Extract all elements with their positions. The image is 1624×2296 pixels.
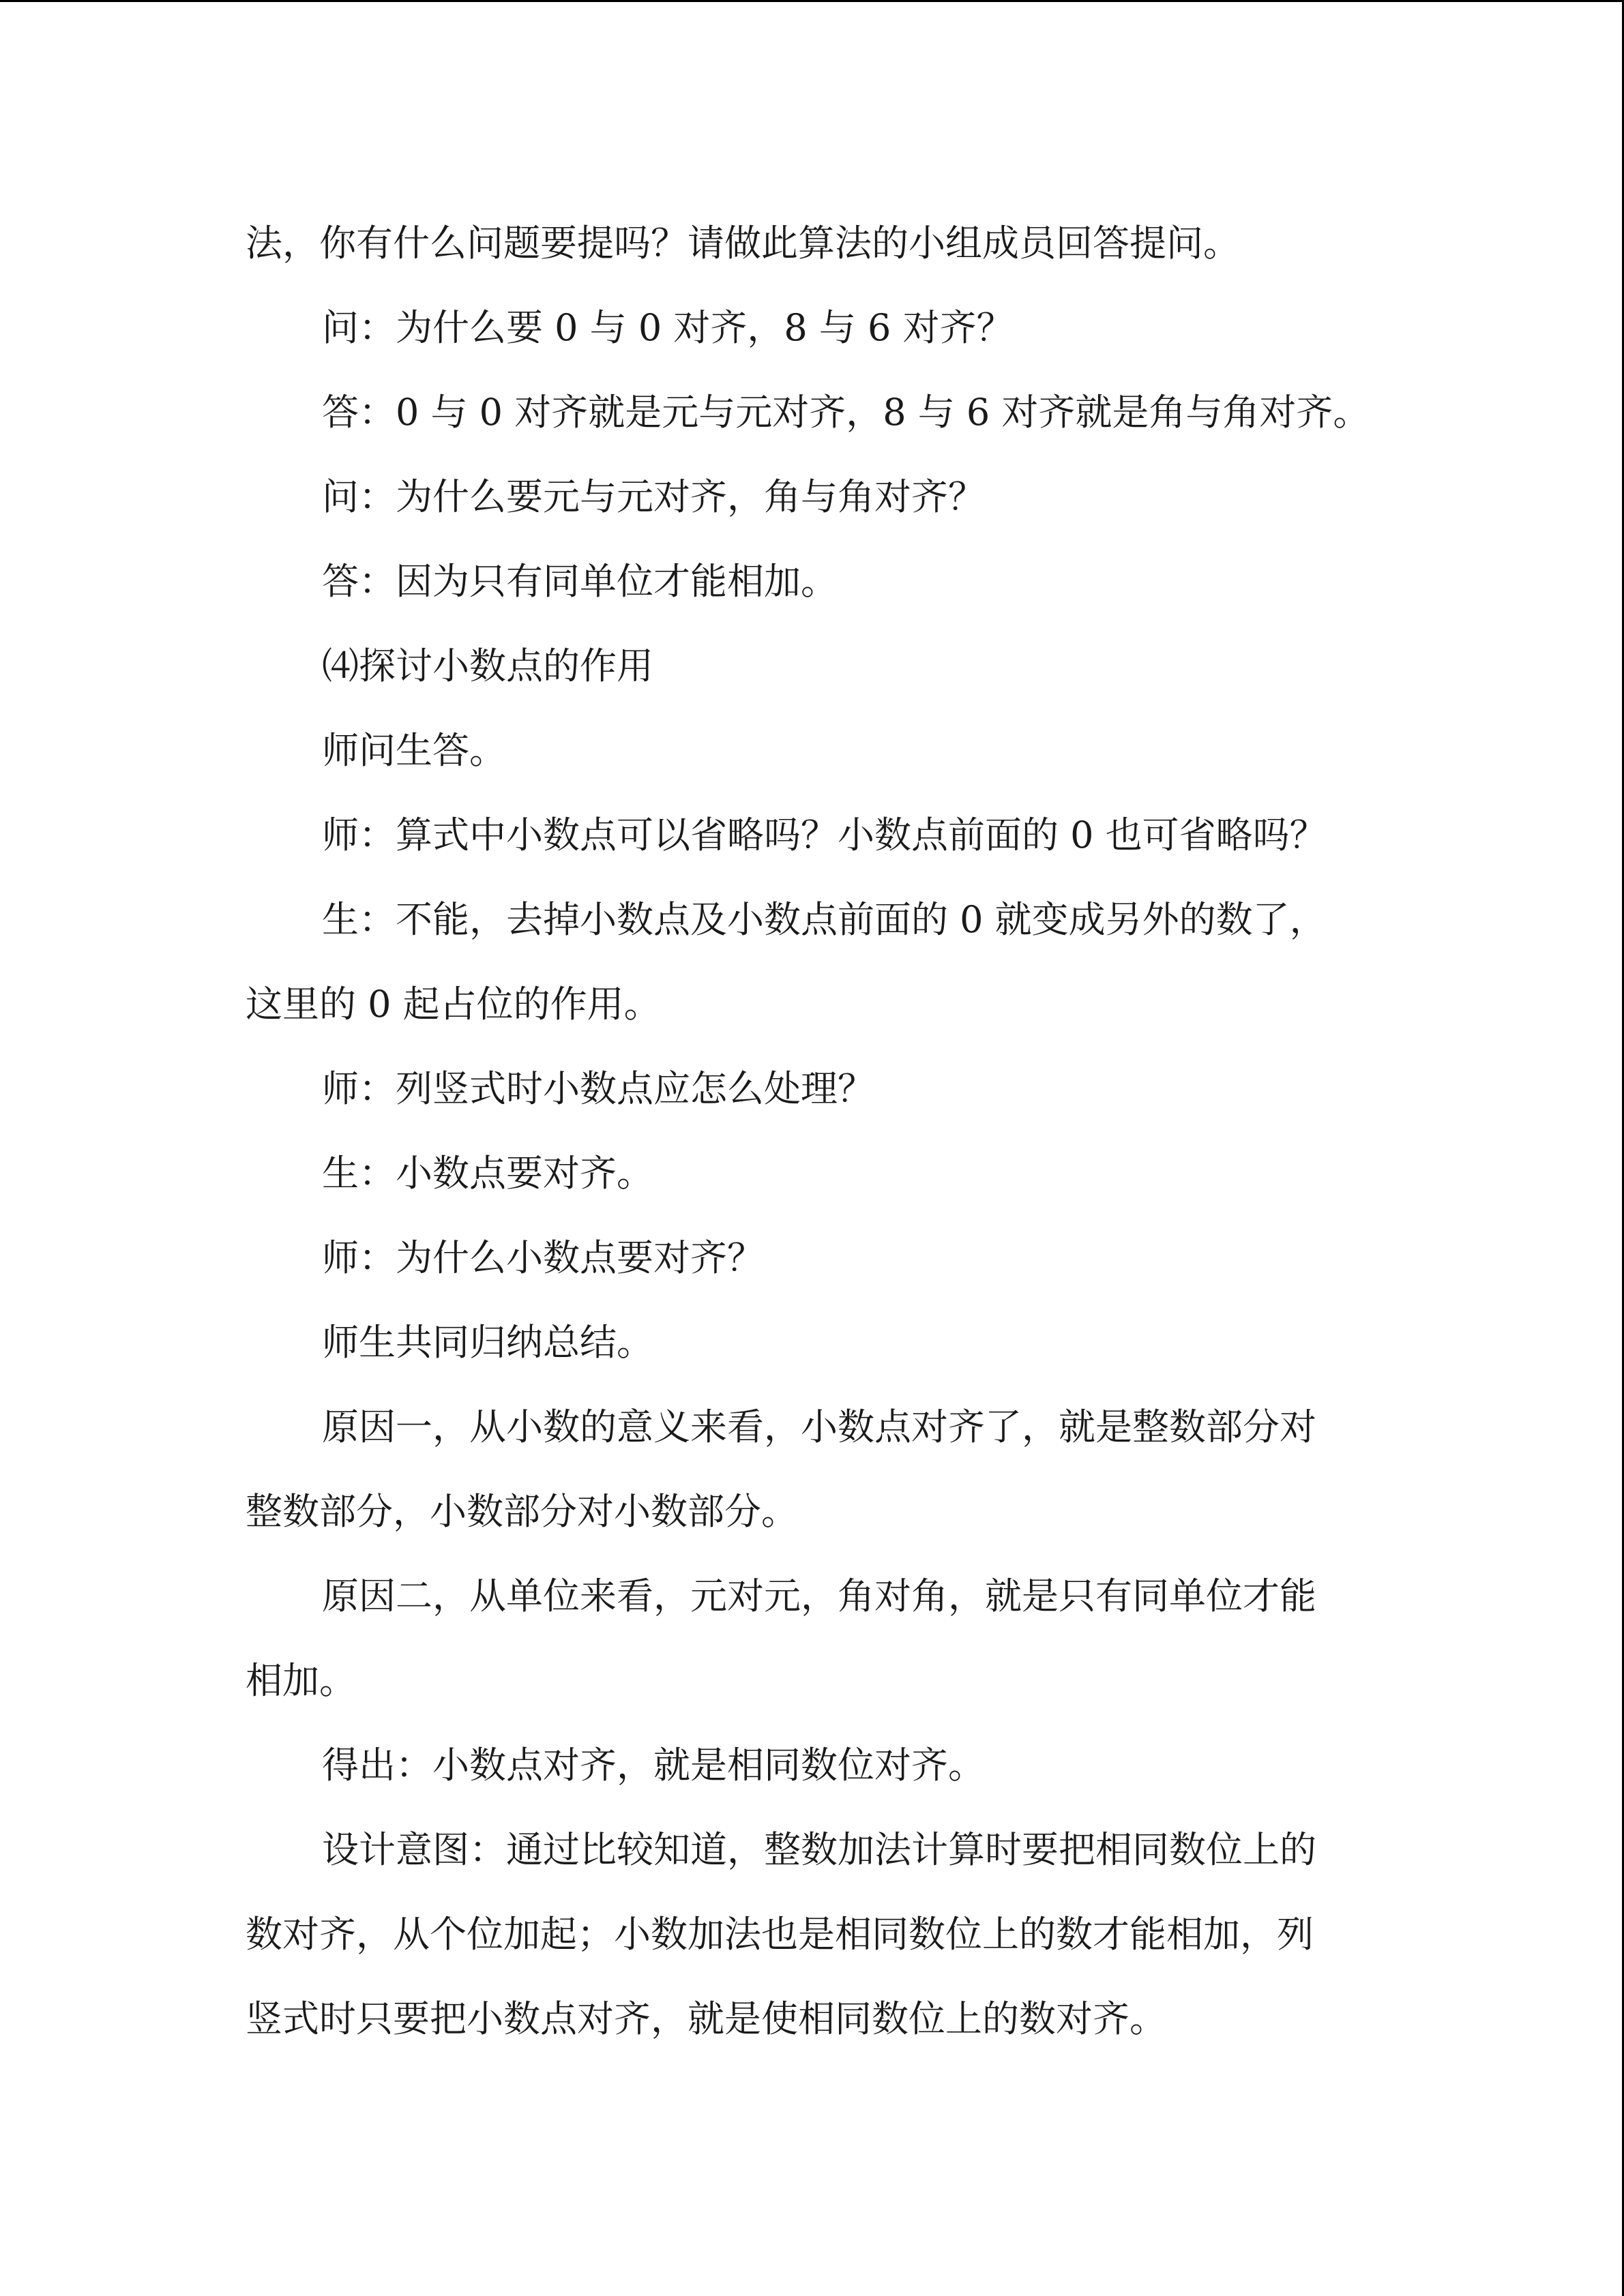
text-line: 设计意图：通过比较知道，整数加法计算时要把相同数位上的 xyxy=(322,1828,1316,1871)
text-line: 生：不能，去掉小数点及小数点前面的 0 就变成另外的数了， xyxy=(322,898,1327,941)
text-line: 答：0 与 0 对齐就是元与元对齐，8 与 6 对齐就是角与角对齐。 xyxy=(322,391,1370,434)
text-line: 得出：小数点对齐，就是相同数位对齐。 xyxy=(322,1744,985,1787)
text-line: 整数部分，小数部分对小数部分。 xyxy=(246,1490,798,1533)
text-line: 问：为什么要 0 与 0 对齐，8 与 6 对齐？ xyxy=(322,306,1014,349)
text-line: 生：小数点要对齐。 xyxy=(322,1152,653,1195)
text-line: 师生共同归纳总结。 xyxy=(322,1321,653,1364)
text-line: 这里的 0 起占位的作用。 xyxy=(246,983,661,1026)
text-line: 问：为什么要元与元对齐，角与角对齐？ xyxy=(322,475,985,518)
text-line: 师：列竖式时小数点应怎么处理？ xyxy=(322,1067,874,1110)
text-line: 竖式时只要把小数点对齐，就是使相同数位上的数对齐。 xyxy=(246,1997,1166,2040)
text-line: 师：为什么小数点要对齐？ xyxy=(322,1236,764,1279)
section-heading: ⑷探讨小数点的作用 xyxy=(322,644,653,687)
text-line: 原因一，从小数的意义来看，小数点对齐了，就是整数部分对 xyxy=(322,1405,1316,1448)
document-body xyxy=(246,201,1370,2061)
text-line: 师问生答。 xyxy=(322,729,506,772)
text-line: 数对齐，从个位加起；小数加法也是相同数位上的数才能相加，列 xyxy=(246,1913,1314,1956)
page-border-top xyxy=(0,0,1624,2)
text-line: 法，你有什么问题要提吗？请做此算法的小组成员回答提问。 xyxy=(246,222,1240,265)
text-line: 原因二，从单位来看，元对元，角对角，就是只有同单位才能 xyxy=(322,1575,1316,1617)
text-line: 师：算式中小数点可以省略吗？小数点前面的 0 也可省略吗？ xyxy=(322,814,1327,856)
text-line: 答：因为只有同单位才能相加。 xyxy=(322,560,838,603)
text-line: 相加。 xyxy=(246,1659,356,1702)
